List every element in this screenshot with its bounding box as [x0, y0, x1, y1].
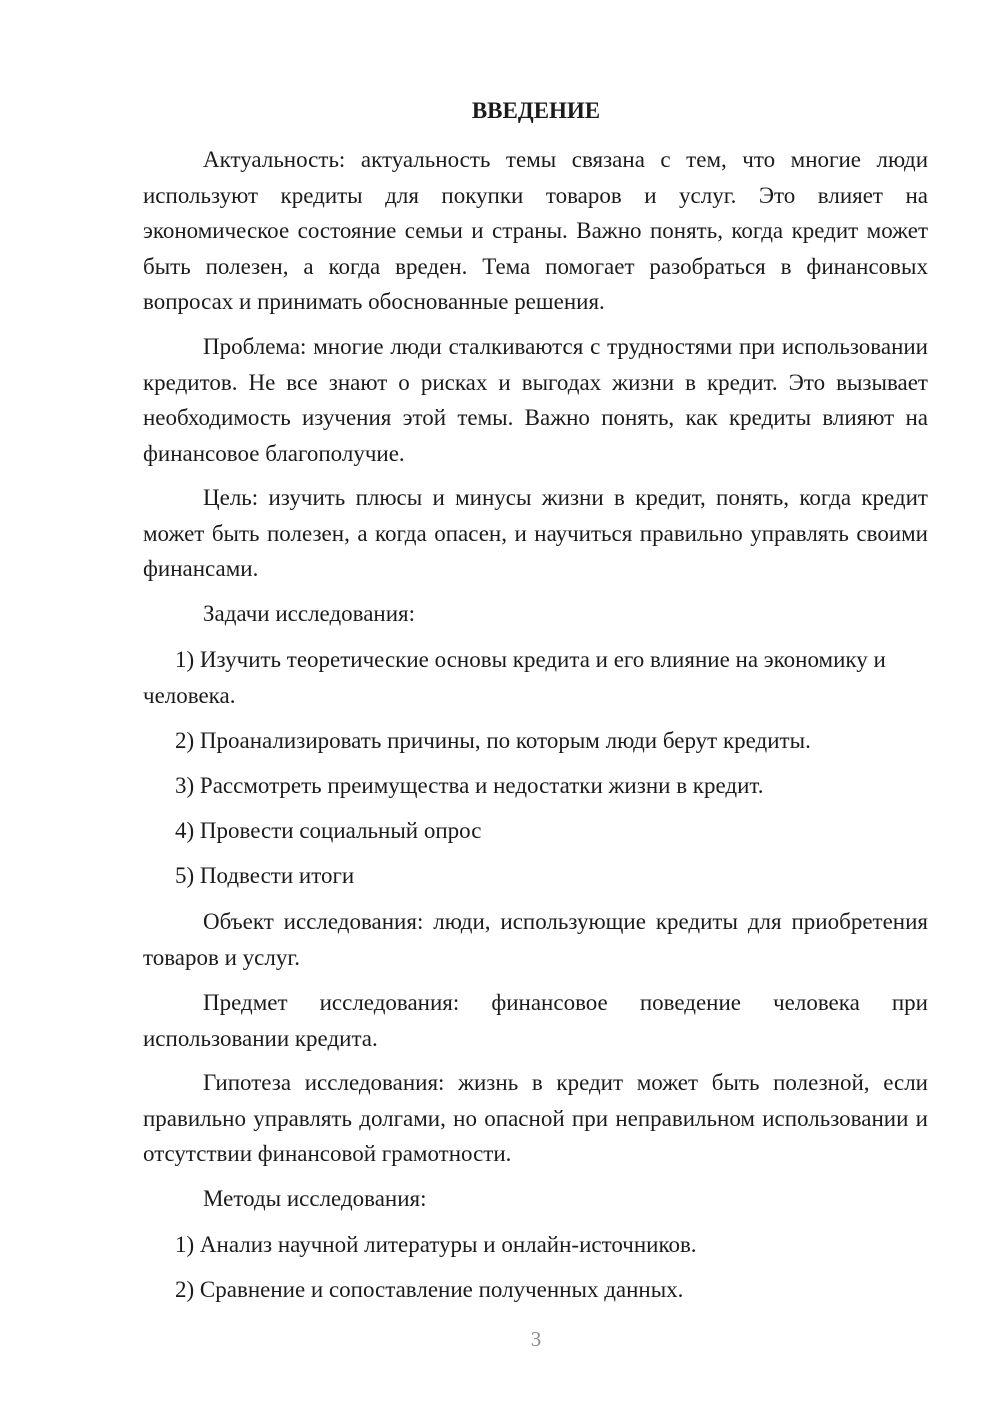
paragraph-object: Объект исследования: люди, использующие кредиты для приобретения товаров и услуг.: [143, 909, 928, 970]
task-item-3: 3) Рассмотреть преимущества и недостатки жизни в кредит.: [175, 773, 764, 798]
methods-heading: Методы исследования:: [203, 1186, 427, 1211]
section-heading: ВВЕДЕНИЕ: [471, 98, 601, 123]
paragraph-relevance: Актуальность: актуальность темы связана с тем, что многие люди используют кредиты для покупки товаров и услуг. Это влияет на экономическое состояние семьи и страны. Важно понять, когда кредит может быть полезен, а когда вреден. Тема помогает разобраться в финансовых вопросах и принимать обоснованные решения.: [143, 147, 928, 314]
paragraph-problem: Проблема: многие люди сталкиваются с трудностями при использовании кредитов. Не все знают о рисках и выгодах жизни в кредит. Это вызывает необходимость изучения этой темы. Важно понять, как кредиты влияют на финансовое благополучие.: [143, 334, 928, 466]
paragraph-hypothesis: Гипотеза исследования: жизнь в кредит может быть полезной, если правильно управлять долгами, но опасной при неправильном использовании и отсутствии финансовой грамотности.: [143, 1070, 928, 1166]
page-number: 3: [530, 1327, 542, 1351]
task-item-4: 4) Провести социальный опрос: [175, 818, 482, 843]
method-item-1: 1) Анализ научной литературы и онлайн-источников.: [175, 1232, 697, 1257]
tasks-heading: Задачи исследования:: [203, 601, 416, 626]
task-item-1: 1) Изучить теоретические основы кредита и его влияние на экономику и человека.: [143, 647, 886, 708]
task-item-5: 5) Подвести итоги: [175, 863, 355, 888]
method-item-2: 2) Сравнение и сопоставление полученных данных.: [175, 1277, 684, 1302]
paragraph-goal: Цель: изучить плюсы и минусы жизни в кредит, понять, когда кредит может быть полезен, а когда опасен, и научиться правильно управлять своими финансами.: [143, 485, 928, 581]
task-item-2: 2) Проанализировать причины, по которым люди берут кредиты.: [175, 728, 811, 753]
paragraph-subject: Предмет исследования: финансовое поведение человека при использовании кредита.: [143, 990, 928, 1051]
